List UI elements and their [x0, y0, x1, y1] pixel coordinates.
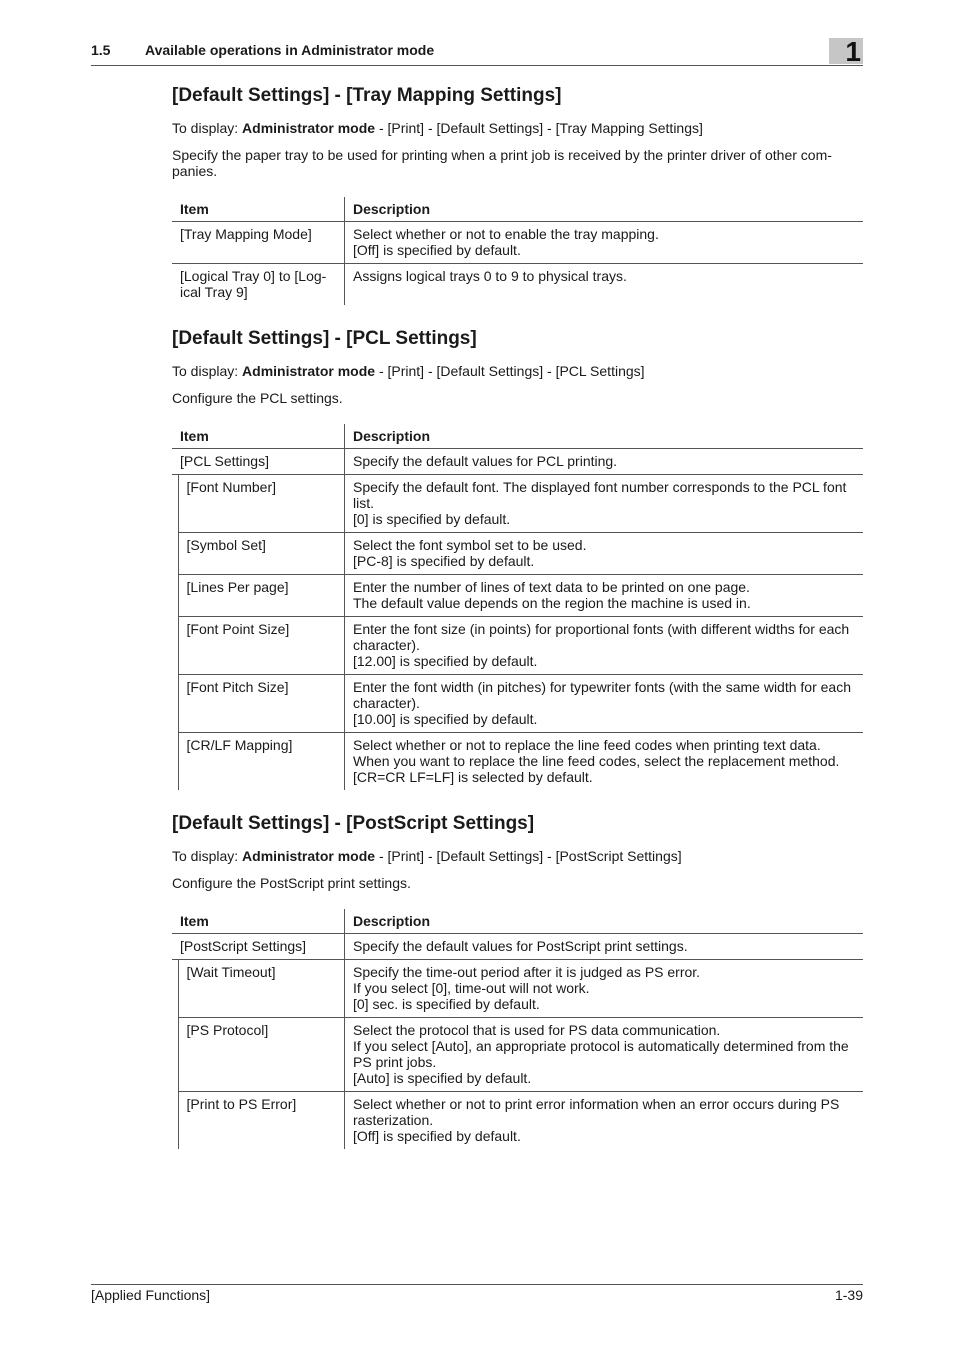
column-header-item: Item: [172, 197, 345, 222]
column-header-description: Description: [345, 197, 864, 222]
row-item: [Font Number]: [178, 475, 344, 533]
page-header: [91, 40, 863, 66]
row-item: [Font Point Size]: [178, 617, 344, 675]
table-row: [172, 533, 863, 575]
page-footer: [91, 1284, 863, 1303]
row-item: [Wait Timeout]: [178, 960, 344, 1018]
row-item: [CR/LF Mapping]: [178, 733, 344, 791]
tray-mapping-section: [172, 84, 863, 305]
table-header-row: [172, 424, 863, 449]
section-number: 1.5: [91, 42, 111, 58]
column-header-item: Item: [172, 909, 345, 934]
column-header-description: Description: [345, 424, 864, 449]
row-description: Select whether or not to replace the line feed codes when printing text data. When you want to replace the line feed codes, select the replacement method. [CR=CR LF=LF] is selected by default.: [345, 733, 864, 791]
row-item: [Print to PS Error]: [178, 1092, 344, 1150]
table-row: [172, 1018, 863, 1092]
pcl-section: [172, 327, 863, 790]
section-heading: [Default Settings] - [PCL Settings]: [172, 328, 477, 349]
display-path: To display: Administrator mode - [Print] - [Default Settings] - [Tray Mapping Settings]: [172, 120, 703, 136]
row-description: Specify the time-out period after it is judged as PS error. If you select [0], time-out will not work. [0] sec. is specified by default.: [345, 960, 864, 1018]
table-row: [172, 960, 863, 1018]
footer-chapter-title: [Applied Functions]: [91, 1287, 211, 1303]
table-row: [172, 449, 863, 475]
settings-table: [172, 909, 863, 1149]
row-description: Select the protocol that is used for PS data communication. If you select [Auto], an appropriate protocol is automatically determined from the PS print jobs. [Auto] is specified by default.: [345, 1018, 864, 1092]
row-description: Enter the font size (in points) for proportional fonts (with different widths for each character). [12.00] is specified by default.: [345, 617, 864, 675]
row-item: [Font Pitch Size]: [178, 675, 344, 733]
row-item: [Symbol Set]: [178, 533, 344, 575]
page-number: 1-39: [834, 1287, 863, 1303]
table-row: [172, 475, 863, 533]
section-heading: [Default Settings] - [Tray Mapping Settings]: [172, 85, 562, 106]
row-description: Enter the number of lines of text data to be printed on one page. The default value depends on the region the machine is used in.: [345, 575, 864, 617]
section-heading: [Default Settings] - [PostScript Settings]: [172, 813, 535, 834]
row-description: Select whether or not to enable the tray mapping. [Off] is specified by default.: [345, 222, 864, 264]
column-header-description: Description: [345, 909, 864, 934]
table-row: [172, 264, 863, 306]
row-description: Specify the default values for PCL printing.: [345, 449, 864, 475]
section-description: Configure the PCL settings.: [172, 390, 343, 406]
row-item: [PCL Settings]: [172, 449, 345, 475]
table-row: [172, 617, 863, 675]
display-path: To display: Administrator mode - [Print] - [Default Settings] - [PCL Settings]: [172, 363, 645, 379]
table-row: [172, 1092, 863, 1150]
row-description: Enter the font width (in pitches) for typewriter fonts (with the same width for each character). [10.00] is specified by default.: [345, 675, 864, 733]
postscript-section: [172, 812, 863, 1149]
column-header-item: Item: [172, 424, 345, 449]
row-description: Select the font symbol set to be used. [PC-8] is specified by default.: [345, 533, 864, 575]
section-description: Specify the paper tray to be used for printing when a print job is received by the printer driver of other com-panies.: [172, 147, 832, 179]
row-item: [PostScript Settings]: [172, 934, 345, 960]
display-path: To display: Administrator mode - [Print] - [Default Settings] - [PostScript Settings]: [172, 848, 682, 864]
row-description: Specify the default values for PostScript print settings.: [345, 934, 864, 960]
table-row: [172, 575, 863, 617]
chapter-badge: 1: [829, 38, 863, 64]
row-description: Select whether or not to print error information when an error occurs during PS rasterization. [Off] is specified by default.: [345, 1092, 864, 1150]
table-row: [172, 222, 863, 264]
table-row: [172, 733, 863, 791]
row-item: [PS Protocol]: [178, 1018, 344, 1092]
row-item: [Lines Per page]: [178, 575, 344, 617]
row-description: Assigns logical trays 0 to 9 to physical trays.: [345, 264, 864, 306]
settings-table: [172, 424, 863, 790]
section-title: Available operations in Administrator mode: [145, 42, 435, 58]
table-row: [172, 934, 863, 960]
section-description: Configure the PostScript print settings.: [172, 875, 411, 891]
table-row: [172, 675, 863, 733]
table-header-row: [172, 909, 863, 934]
row-item: [Tray Mapping Mode]: [172, 222, 345, 264]
row-description: Specify the default font. The displayed font number corresponds to the PCL font list. [0] is specified by default.: [345, 475, 864, 533]
page-content: [172, 84, 863, 1171]
row-item: [Logical Tray 0] to [Log- ical Tray 9]: [180, 268, 327, 300]
table-header-row: [172, 197, 863, 222]
settings-table: [172, 197, 863, 305]
